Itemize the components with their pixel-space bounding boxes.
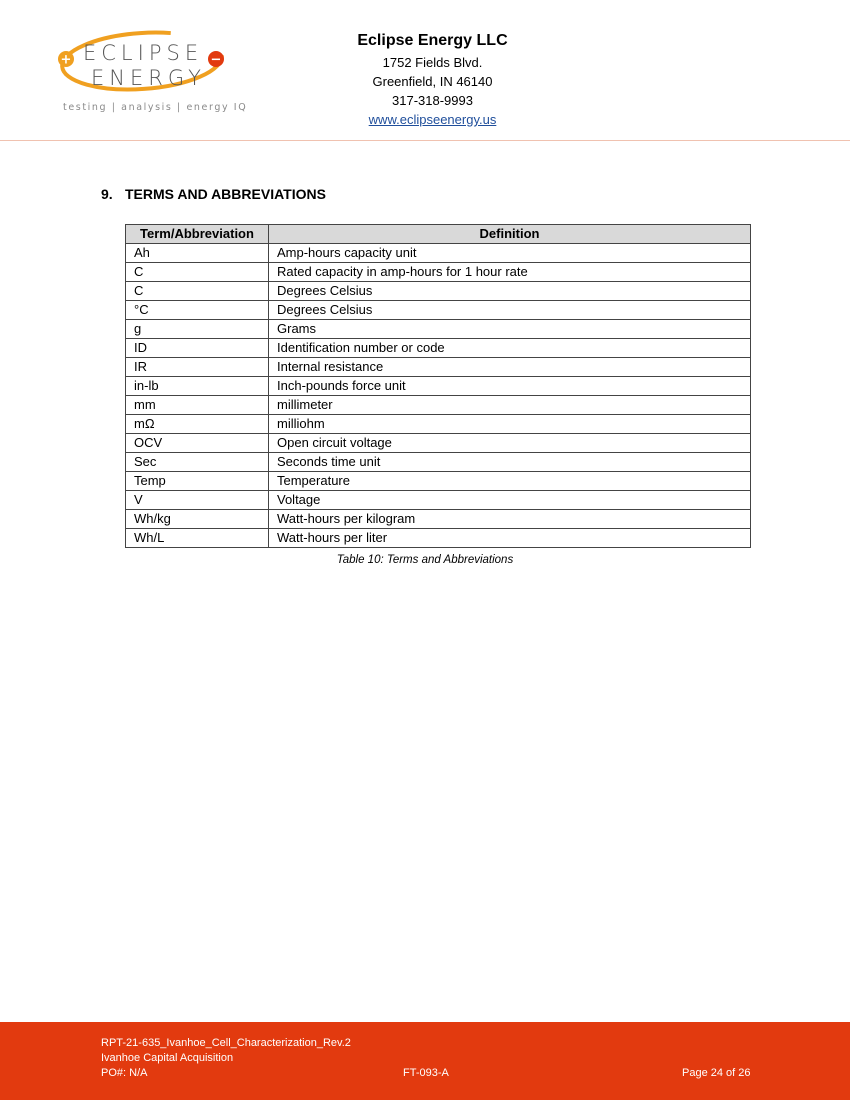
definition-cell: Degrees Celsius [269, 282, 751, 301]
footer-po-number: PO#: N/A [101, 1067, 148, 1079]
term-cell: °C [126, 301, 269, 320]
logo-text-eclipse: ECLIPSE [83, 41, 204, 65]
definition-cell: Voltage [269, 491, 751, 510]
page-footer [0, 1022, 850, 1100]
table-row [126, 377, 751, 396]
term-cell: V [126, 491, 269, 510]
logo-tagline: testing | analysis | energy IQ [63, 102, 248, 113]
header-divider [0, 140, 850, 141]
term-cell: ID [126, 339, 269, 358]
company-name: Eclipse Energy LLC [357, 32, 508, 49]
term-cell: Wh/L [126, 529, 269, 548]
term-cell: OCV [126, 434, 269, 453]
logo-text-energy: ENERGY [91, 66, 206, 90]
footer-report-id: RPT-21-635_Ivanhoe_Cell_Characterization_Rev.2 [101, 1037, 351, 1049]
table-row [126, 491, 751, 510]
logo-plus-symbol: + [60, 52, 72, 68]
definition-cell: Identification number or code [269, 339, 751, 358]
term-cell: Wh/kg [126, 510, 269, 529]
company-website-link[interactable]: www.eclipseenergy.us [368, 112, 497, 127]
footer-client: Ivanhoe Capital Acquisition [101, 1052, 234, 1064]
definition-cell: Watt-hours per liter [269, 529, 751, 548]
table-row [126, 282, 751, 301]
header-definition: Definition [269, 225, 751, 244]
footer-page-number: Page 24 of 26 [682, 1067, 751, 1079]
term-cell: IR [126, 358, 269, 377]
table-row [126, 510, 751, 529]
table-row [126, 339, 751, 358]
table-row [126, 358, 751, 377]
table-header-row [126, 225, 751, 244]
definition-cell: Degrees Celsius [269, 301, 751, 320]
table-row [126, 396, 751, 415]
definition-cell: Open circuit voltage [269, 434, 751, 453]
table-row [126, 301, 751, 320]
terms-table [125, 224, 751, 548]
section-heading [101, 186, 326, 202]
table-row [126, 415, 751, 434]
table-row [126, 320, 751, 339]
company-info [330, 32, 535, 129]
table-row [126, 529, 751, 548]
definition-cell: Temperature [269, 472, 751, 491]
table-row [126, 453, 751, 472]
term-cell: Ah [126, 244, 269, 263]
definition-cell: Rated capacity in amp-hours for 1 hour rate [269, 263, 751, 282]
definition-cell: milliohm [269, 415, 751, 434]
definition-cell: Grams [269, 320, 751, 339]
term-cell: C [126, 282, 269, 301]
table-row [126, 434, 751, 453]
section-number: 9. [101, 186, 113, 202]
definition-cell: Inch-pounds force unit [269, 377, 751, 396]
term-cell: g [126, 320, 269, 339]
definition-cell: Seconds time unit [269, 453, 751, 472]
term-cell: C [126, 263, 269, 282]
definition-cell: millimeter [269, 396, 751, 415]
term-cell: Temp [126, 472, 269, 491]
header-term: Term/Abbreviation [126, 225, 269, 244]
section-title: TERMS AND ABBREVIATIONS [125, 186, 326, 202]
table-row [126, 472, 751, 491]
definition-cell: Amp-hours capacity unit [269, 244, 751, 263]
company-logo [56, 28, 248, 118]
term-cell: mΩ [126, 415, 269, 434]
definition-cell: Watt-hours per kilogram [269, 510, 751, 529]
footer-form-number: FT-093-A [403, 1067, 449, 1079]
logo-minus-symbol: − [210, 52, 222, 68]
term-cell: in-lb [126, 377, 269, 396]
term-cell: mm [126, 396, 269, 415]
company-address-line2: Greenfield, IN 46140 [372, 74, 493, 89]
table-row [126, 263, 751, 282]
table-caption: Table 10: Terms and Abbreviations [336, 554, 514, 566]
term-cell: Sec [126, 453, 269, 472]
definition-cell: Internal resistance [269, 358, 751, 377]
table-row [126, 244, 751, 263]
company-address-line1: 1752 Fields Blvd. [382, 55, 483, 70]
company-phone: 317-318-9993 [392, 93, 473, 108]
